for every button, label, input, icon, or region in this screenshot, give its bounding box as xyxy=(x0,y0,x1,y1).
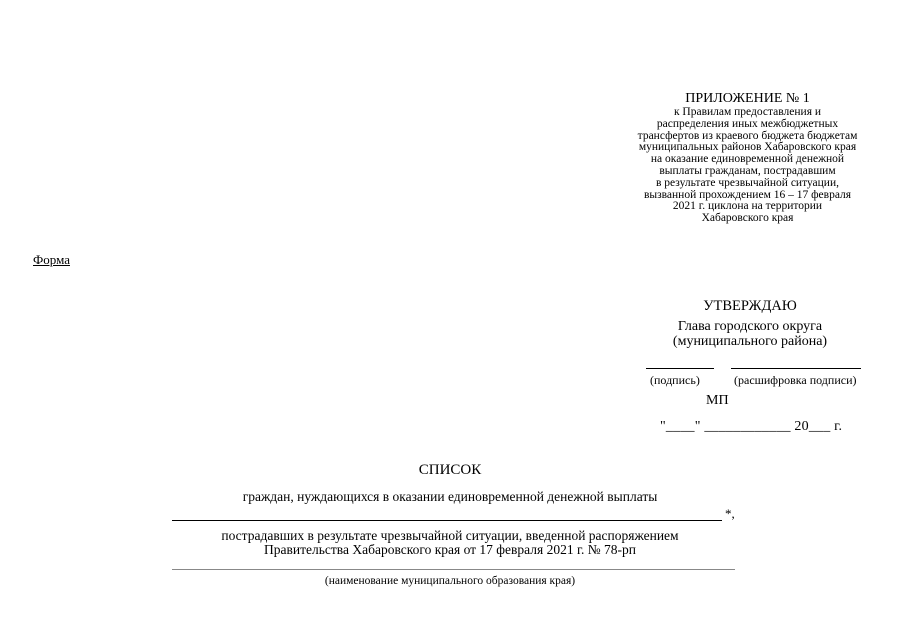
appendix-line: в результате чрезвычайной ситуации, xyxy=(656,176,839,189)
reason-line: Правительства Хабаровского края от 17 февраля 2021 г. № 78-рп xyxy=(264,542,636,557)
signature-line xyxy=(646,368,714,369)
appendix-line: муниципальных районов Хабаровского края xyxy=(638,141,857,154)
appendix-line: на оказание единовременной денежной xyxy=(650,153,845,166)
form-label: Форма xyxy=(33,252,70,267)
appendix-line: выплаты гражданам, пострадавшим xyxy=(659,164,836,177)
appendix-title: ПРИЛОЖЕНИЕ № 1 xyxy=(685,91,810,106)
transcript-line xyxy=(731,368,861,369)
appendix-line: трансфертов из краевого бюджета бюджетам xyxy=(637,129,858,142)
municipality-caption: (наименование муниципального образования края) xyxy=(324,575,576,587)
appendix-line: к Правилам предоставления и xyxy=(673,106,822,118)
transcript-caption: (расшифровка подписи) xyxy=(734,373,857,387)
appendix-line: вызванной прохождением 16 – 17 февраля xyxy=(643,188,852,201)
appendix-line: 2021 г. циклона на территории xyxy=(672,200,823,213)
stamp-placeholder: МП xyxy=(706,393,729,408)
municipality-fill-line xyxy=(172,569,735,570)
appendix-line: распределения иных межбюджетных xyxy=(656,117,839,130)
footnote-marker: *, xyxy=(725,506,735,521)
blank-fill-line xyxy=(172,520,722,521)
signature-caption: (подпись) xyxy=(650,373,700,387)
appendix-line: Хабаровского края xyxy=(701,212,794,225)
list-title: СПИСОК xyxy=(418,462,482,478)
approval-date: "____" ____________ 20___ г. xyxy=(660,419,843,434)
approver-title xyxy=(640,319,860,349)
appendix-text xyxy=(620,107,875,225)
approver-title-line: (муниципального района) xyxy=(672,334,828,349)
reason-line: пострадавших в результате чрезвычайной ситуации, введенной распоряжением xyxy=(221,528,679,543)
approval-heading: УТВЕРЖДАЮ xyxy=(703,298,797,314)
list-reason xyxy=(160,529,740,557)
list-subtitle: граждан, нуждающихся в оказании единовременной денежной выплаты xyxy=(242,489,658,504)
approver-title-line: Глава городского округа xyxy=(677,319,823,334)
